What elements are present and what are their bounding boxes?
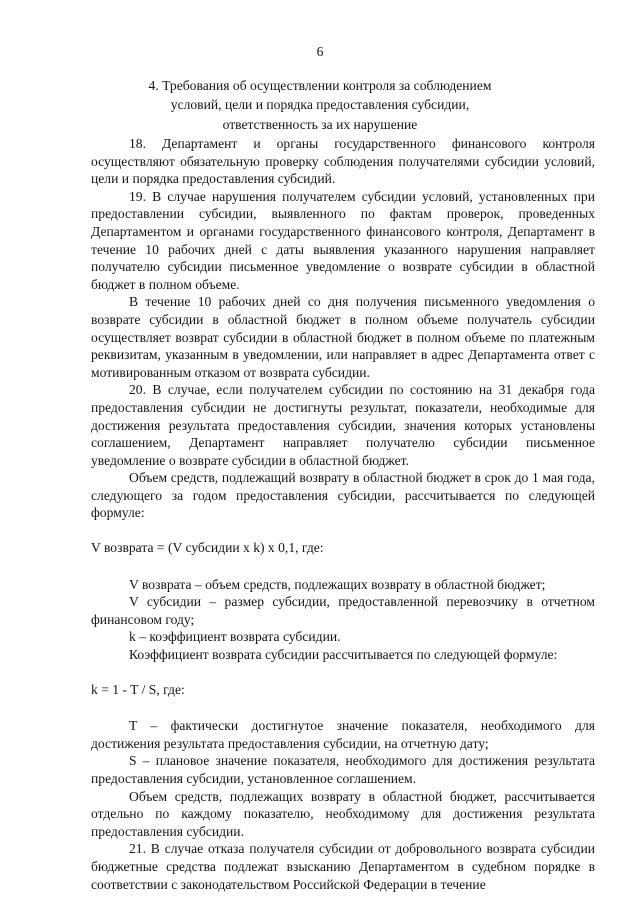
coefficient-formula: k = 1 - T / S, где: xyxy=(91,681,185,697)
return-volume-formula: V возврата = (V субсидии x k) x 0,1, где: xyxy=(91,540,324,556)
paragraph-19: 19. В случае нарушения получателем субсидии условий, установленных при предоставлении субсидии, выявленного по фактам проверок, проведенных Департаментом и органами государственного финансового контроля, Департамент в течение 10 рабочих дней с даты выявления указанного нарушения направляет получателю субсидии письменное уведомление о возврате субсидии в областной бюджет в полном объеме. xyxy=(91,188,595,292)
page-number: 6 xyxy=(316,44,324,59)
heading-line-2: условий, цели и порядка предоставления субсидии, xyxy=(170,97,470,113)
definition-t: T – фактически достигнутое значение показателя, необходимого для достижения результата предоставления субсидии, на отчетную дату; xyxy=(91,718,595,751)
definition-v-subsidy: V субсидии – размер субсидии, предоставленной перевозчику в отчетном финансовом году; xyxy=(91,594,595,627)
definition-v-return: V возврата – объем средств, подлежащих возврату в областной бюджет; xyxy=(129,576,546,592)
separate-calculation-note: Объем средств, подлежащих возврату в областной бюджет, рассчитывается отдельно по каждому показателю, необходимому для достижения результата предоставления субсидии. xyxy=(91,788,595,839)
heading-line-3: ответственность за их нарушение xyxy=(222,116,418,132)
paragraph-21: 21. В случае отказа получателя субсидии от добровольного возврата субсидии бюджетные средства подлежат взысканию Департаментом в судебном порядке в соответствии с законодательством Российской Федерации в течение xyxy=(91,841,595,892)
coefficient-intro: Коэффициент возврата субсидии рассчитывается по следующей формуле: xyxy=(129,647,558,663)
definition-k: k – коэффициент возврата субсидии. xyxy=(129,629,341,645)
heading-line-1: 4. Требования об осуществлении контроля за соблюдением xyxy=(148,78,492,93)
definition-s: S – плановое значение показателя, необходимого для достижения результата предоставления субсидии, установленное соглашением. xyxy=(91,753,595,786)
paragraph-20: 20. В случае, если получателем субсидии по состоянию на 31 декабря года предоставления субсидии не достигнуты результат, показатели, необходимые для достижения результата предоставления субсидии, значения которых установлены соглашением, Департамент направляет получателю субсидии письменное уведомление о возврате субсидии в областной бюджет. xyxy=(91,382,595,468)
paragraph-20-continued: Объем средств, подлежащий возврату в областной бюджет в срок до 1 мая года, следующего за годом предоставления субсидии, рассчитывается по следующей формуле: xyxy=(91,470,595,521)
section-heading xyxy=(92,76,548,134)
paragraph-19-continued: В течение 10 рабочих дней со дня получения письменного уведомления о возврате субсидии в областной бюджет в полном объеме получатель субсидии осуществляет возврат субсидии в областной бюджет в полном объеме по платежным реквизитам, указанным в уведомлении, или направляет в адрес Департамента ответ с мотивированным отказом от возврата субсидии. xyxy=(91,294,595,380)
document-body xyxy=(91,135,595,893)
paragraph-18: 18. Департамент и органы государственного финансового контроля осуществляют обязательную проверку соблюдения получателями субсидии условий, цели и порядка предоставления субсидий. xyxy=(91,136,595,187)
